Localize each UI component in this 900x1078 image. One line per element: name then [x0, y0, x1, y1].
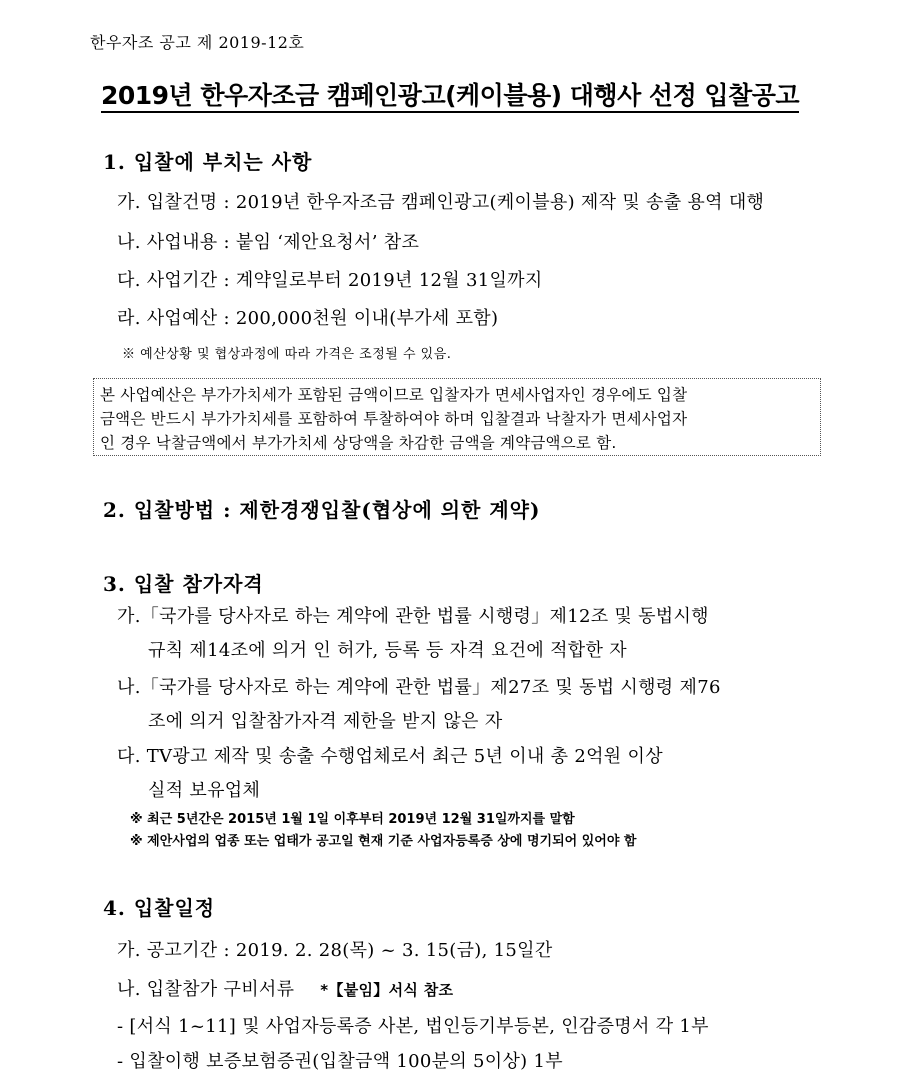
- section-3-item-da: 다. TV광고 제작 및 송출 수행업체로서 최근 5년 이내 총 2억원 이상: [117, 746, 663, 767]
- section-3-item-ga: 가.「국가를 당사자로 하는 계약에 관한 법률 시행령」제12조 및 동법시행: [117, 606, 709, 627]
- section-4-item-na: [117, 975, 453, 1001]
- section-2-heading: 2. 입찰방법 : 제한경쟁입찰(협상에 의한 계약): [103, 498, 541, 522]
- section-1-item-ga: 가. 입찰건명 : 2019년 한우자조금 캠페인광고(케이블용) 제작 및 송출 용역 대행: [117, 192, 765, 213]
- vat-notice-line: 금액은 반드시 부가가치세를 포함하여 투찰하여야 하며 입찰결과 낙찰자가 면세사업자: [100, 410, 688, 428]
- section-3-item-da-cont: 실적 보유업체: [148, 780, 261, 801]
- document-title-text: 2019년 한우자조금 캠페인광고(케이블용) 대행사 선정 입찰공고: [101, 81, 799, 113]
- budget-adjust-note: ※ 예산상황 및 협상과정에 따라 가격은 조정될 수 있음.: [122, 347, 452, 362]
- section-4-heading: 4. 입찰일정: [103, 896, 216, 920]
- section-3-item-na-cont: 조에 의거 입찰참가자격 제한을 받지 않은 자: [148, 711, 503, 732]
- vat-notice-line: 본 사업예산은 부가가치세가 포함된 금액이므로 입찰자가 면세사업자인 경우에도 입찰: [100, 386, 688, 404]
- notice-number: 한우자조 공고 제 2019-12호: [90, 33, 305, 52]
- section-1-item-na: 나. 사업내용 : 붙임 ‘제안요청서’ 참조: [117, 232, 420, 253]
- section-1-item-da: 다. 사업기간 : 계약일로부터 2019년 12월 31일까지: [117, 270, 543, 291]
- section-3-item-ga-cont: 규칙 제14조에 의거 인 허가, 등록 등 자격 요건에 적합한 자: [148, 640, 627, 661]
- period-note: ※ 최근 5년간은 2015년 1월 1일 이후부터 2019년 12월 31일까지를 말함: [130, 812, 575, 827]
- required-documents-label: 나. 입찰참가 구비서류: [117, 979, 295, 1000]
- document-title: [0, 76, 900, 112]
- attachment-note: *【붙임】서식 참조: [320, 981, 454, 999]
- vat-notice-line: 인 경우 낙찰금액에서 부가가치세 상당액을 차감한 금액을 계약금액으로 함.: [100, 434, 617, 452]
- section-4-item-ga: 가. 공고기간 : 2019. 2. 28(목) ~ 3. 15(금), 15일간: [117, 940, 553, 961]
- required-document-2: - 입찰이행 보증보험증권(입찰금액 100분의 5이상) 1부: [117, 1051, 563, 1072]
- required-document-1: - [서식 1~11] 및 사업자등록증 사본, 법인등기부등본, 인감증명서 각 1부: [117, 1016, 709, 1037]
- section-1-heading: 1. 입찰에 부치는 사항: [103, 150, 313, 174]
- business-registration-note: ※ 제안사업의 업종 또는 업태가 공고일 현재 기준 사업자등록증 상에 명기되어 있어야 함: [130, 834, 637, 849]
- section-3-item-na: 나.「국가를 당사자로 하는 계약에 관한 법률」제27조 및 동법 시행령 제76: [117, 677, 721, 698]
- section-1-item-ra: 라. 사업예산 : 200,000천원 이내(부가세 포함): [117, 308, 499, 329]
- section-3-heading: 3. 입찰 참가자격: [103, 572, 264, 596]
- vat-notice-box: [93, 378, 821, 456]
